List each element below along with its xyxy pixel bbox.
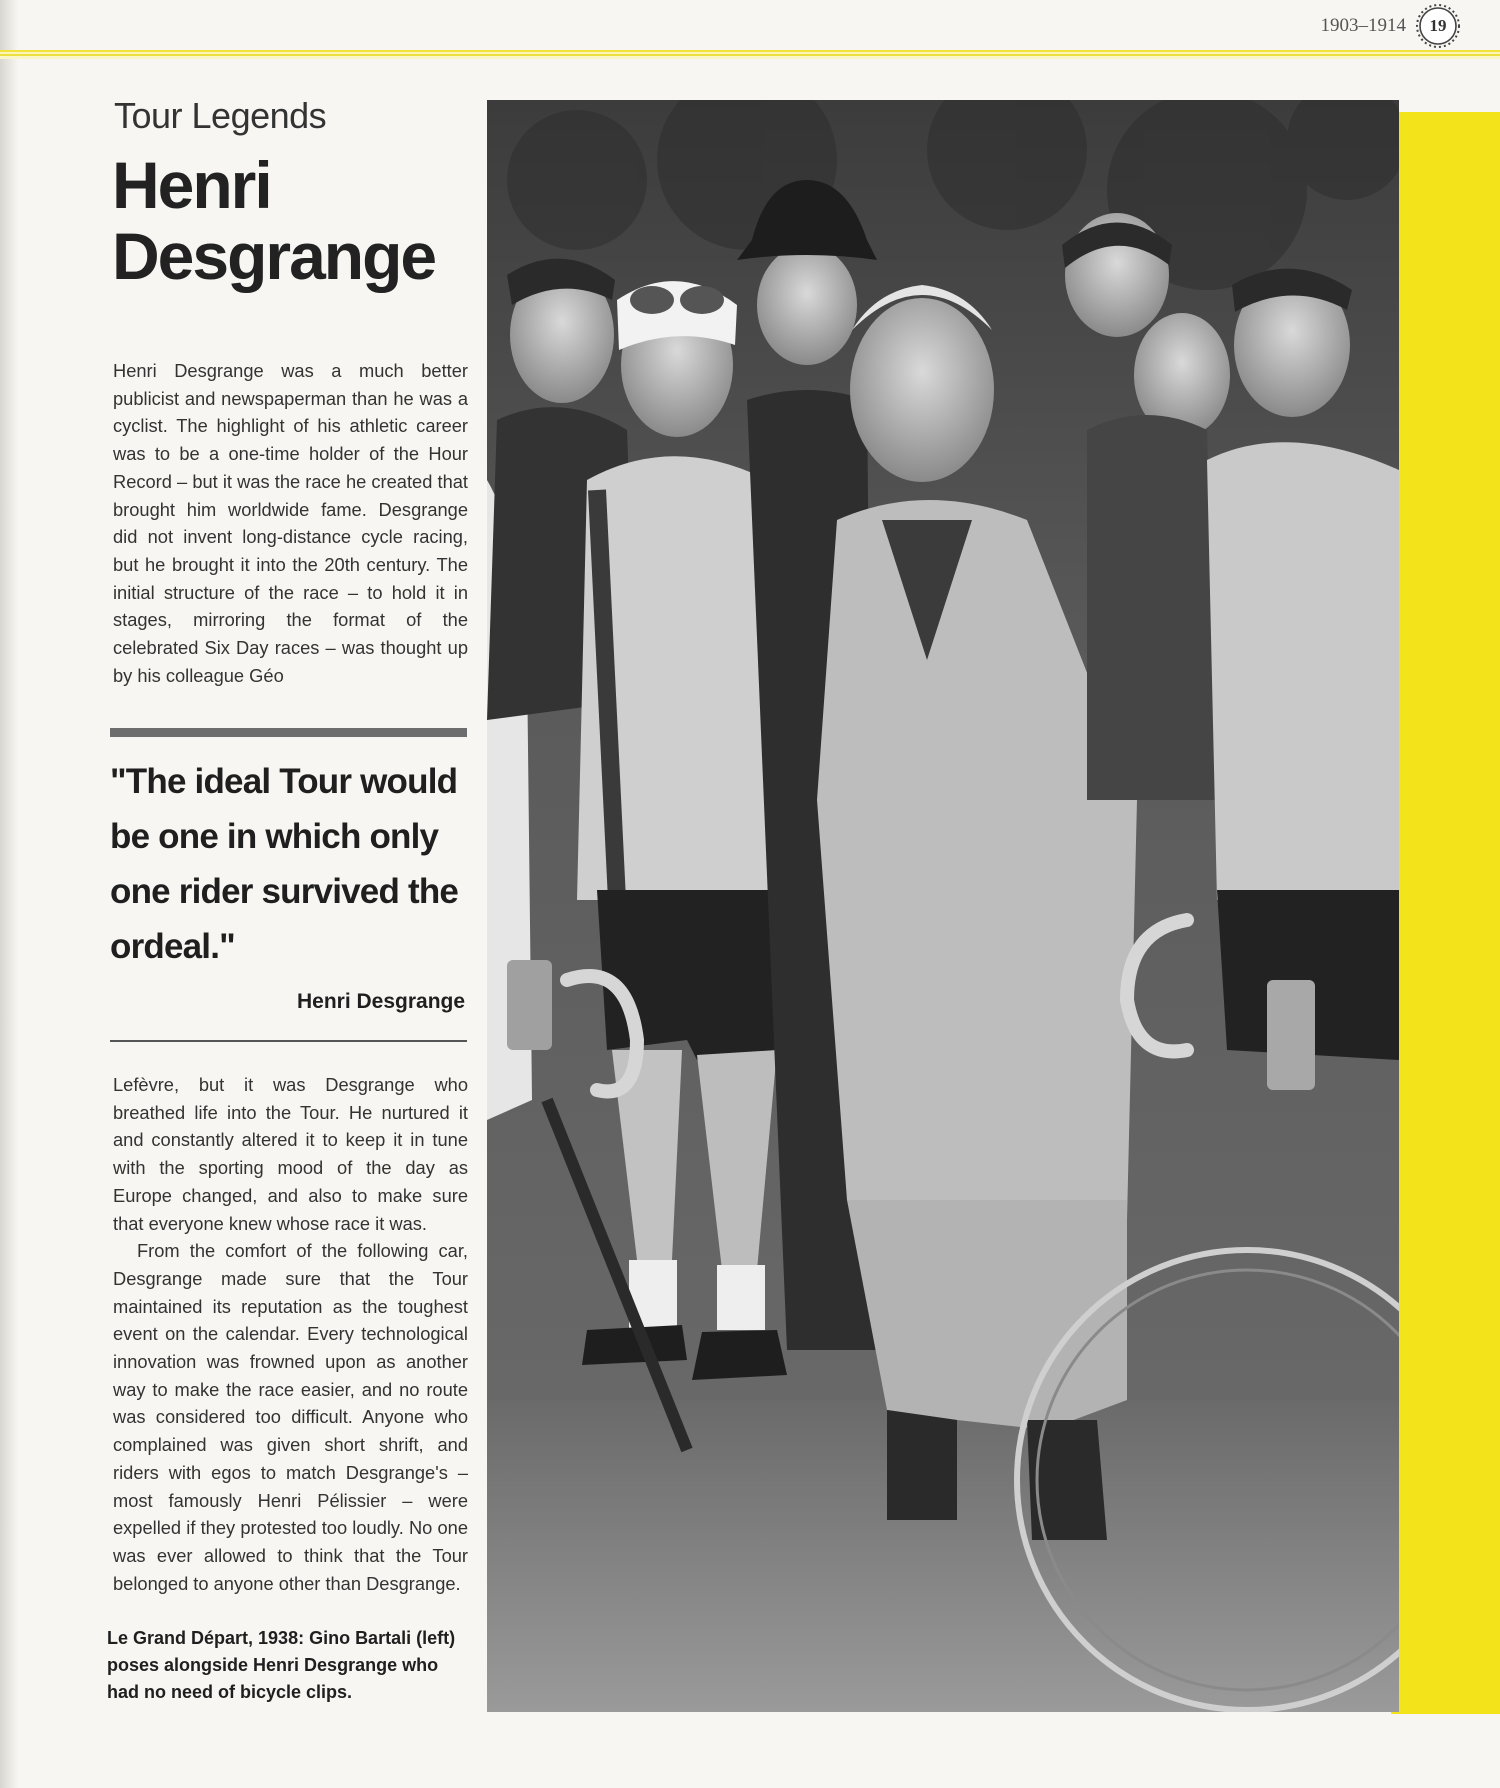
running-header: [1321, 4, 1461, 48]
header-rule: [0, 50, 1500, 59]
pull-quote-bottom-rule: [110, 1040, 467, 1042]
historic-photo: [487, 100, 1399, 1712]
photo-illustration: [487, 100, 1399, 1712]
page-number-badge: [1416, 4, 1460, 48]
article-title: [112, 150, 472, 293]
running-header-years: 1903–1914: [1320, 15, 1406, 36]
body-paragraph: From the comfort of the following car, Desgrange made sure that the Tour maintained its reputation as the toughest event on the calendar. Every technological innovation was frowned upon as another way to make the race easier, and no route was considered too difficult. Anyone who complained was given short shrift, and riders with egos to match Desgrange's – most famously Henri Pélissier – were expelled if they protested too loudly. No one was ever allowed to think that the Tour belonged to anyone other than Desgrange.: [113, 1240, 468, 1594]
pull-quote-top-rule: [110, 728, 467, 737]
body-paragraph: Henri Desgrange was a much better publicist and newspaperman than he was a cyclist. The highlight of his athletic career was to be a one-time holder of the Hour Record – but it was the race he created that brought him worldwide fame. Desgrange did not invent long-distance cycle racing, but he brought it into the 20th century. The initial structure of the race – to hold it in stages, mirroring the format of the celebrated Six Day races – was thought up by his colleague Géo: [113, 360, 468, 686]
continued-text: [113, 1071, 468, 1597]
section-kicker: Tour Legends: [114, 95, 327, 136]
title-line-1: Henri: [112, 148, 271, 222]
intro-paragraph: [113, 357, 468, 689]
title-line-2: Desgrange: [112, 219, 436, 294]
accent-bar: [1391, 112, 1500, 1714]
photo-caption: Le Grand Départ, 1938: Gino Bartali (left) poses alongside Henri Desgrange who had no need of bicycle clips.: [107, 1628, 456, 1702]
pull-quote-attribution: Henri Desgrange: [297, 990, 466, 1013]
page-number: 19: [1429, 16, 1447, 35]
pull-quote: "The ideal Tour would be one in which only one rider survived the ordeal.": [110, 762, 459, 966]
body-paragraph: Lefèvre, but it was Desgrange who breathed life into the Tour. He nurtured it and constantly altered it to keep it in tune with the sporting mood of the day as Europe changed, and also to make sure that everyone knew whose race it was.: [113, 1074, 468, 1234]
page-fold-shadow: [0, 0, 18, 1788]
